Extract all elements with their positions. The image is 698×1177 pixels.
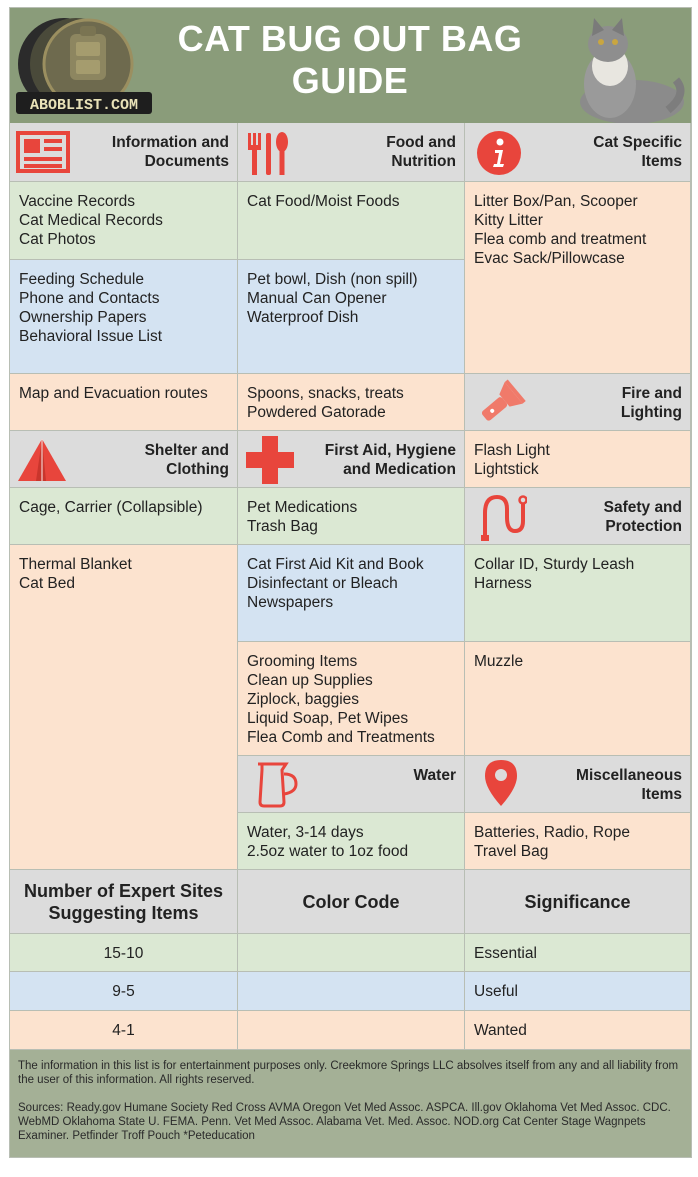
list-item: Flash Light <box>474 442 550 459</box>
cross-icon <box>244 434 296 486</box>
list-item: Evac Sack/Pillowcase <box>474 250 625 267</box>
header-water <box>238 756 465 813</box>
firstaid-useful-items <box>238 545 465 642</box>
firstaid-wanted-items <box>238 642 465 756</box>
header-title-line-1: Shelter and <box>144 442 229 459</box>
list-item: Cat First Aid Kit and Book <box>247 556 424 573</box>
header-title-line-2: Documents <box>144 153 229 170</box>
legend-significance-wanted: Wanted <box>465 1011 691 1050</box>
list-item: Litter Box/Pan, Scooper <box>474 193 638 210</box>
fork-knife-icon <box>244 129 290 177</box>
list-item: Powdered Gatorade <box>247 404 386 421</box>
title-line-1: CAT BUG OUT BAG <box>177 18 523 59</box>
food-essential-items <box>238 182 465 260</box>
list-item: Flea comb and treatment <box>474 231 647 248</box>
legend-header-color-code: Color Code <box>238 870 465 934</box>
water-essential-items <box>238 813 465 870</box>
header-miscellaneous <box>465 756 691 813</box>
info-icon <box>475 129 523 177</box>
shelter-essential-items <box>10 488 238 545</box>
list-item: Cat Food/Moist Foods <box>247 193 400 210</box>
header-shelter-clothing <box>10 431 238 488</box>
cat-photo <box>550 14 690 124</box>
header-title-line-2: Protection <box>605 518 682 535</box>
list-item: Phone and Contacts <box>19 290 160 307</box>
misc-wanted-items <box>465 813 691 870</box>
header-title-line-1: Miscellaneous <box>576 767 682 784</box>
page-title <box>130 18 570 102</box>
list-item: Grooming Items <box>247 653 358 670</box>
header-title-line-2: Nutrition <box>391 153 456 170</box>
header-title-line-2: Items <box>641 786 682 803</box>
list-item: Trash Bag <box>247 518 318 535</box>
shelter-wanted-items <box>10 545 238 870</box>
firstaid-essential-items <box>238 488 465 545</box>
legend-significance-useful: Useful <box>465 972 691 1011</box>
safety-wanted-items <box>465 642 691 756</box>
list-item: Ownership Papers <box>19 309 147 326</box>
header-title-line-1: Cat Specific <box>593 134 682 151</box>
header-information-documents <box>10 123 238 182</box>
tent-icon <box>14 435 70 485</box>
list-item: Batteries, Radio, Rope <box>474 824 630 841</box>
list-item: Liquid Soap, Pet Wipes <box>247 710 409 727</box>
legend-header-significance: Significance <box>465 870 691 934</box>
food-useful-items <box>238 260 465 374</box>
list-item: Cat Medical Records <box>19 212 163 229</box>
header-fire-lighting <box>465 374 691 431</box>
list-item: Waterproof Dish <box>247 309 359 326</box>
list-item: Disinfectant or Bleach <box>247 575 398 592</box>
list-item: Collar ID, Sturdy Leash <box>474 556 635 573</box>
list-item: Vaccine Records <box>19 193 136 210</box>
list-item: Spoons, snacks, treats <box>247 385 404 402</box>
header-title-line-1: Information and <box>111 134 229 151</box>
header-title: Water <box>413 767 456 784</box>
legend-range-useful: 9-5 <box>10 972 238 1011</box>
list-item: Map and Evacuation routes <box>19 385 208 402</box>
list-item: Newspapers <box>247 594 334 611</box>
list-item: Cat Bed <box>19 575 76 592</box>
list-item: Lightstick <box>474 461 539 478</box>
safety-essential-items <box>465 545 691 642</box>
fire-wanted-items <box>465 431 691 488</box>
header-title-line-1: First Aid, Hygiene <box>324 442 456 459</box>
legend-header-expert-sites: Number of Expert Sites Suggesting Items <box>10 870 238 934</box>
leash-icon <box>475 491 527 543</box>
header-title-line-1: Food and <box>386 134 456 151</box>
list-item: Thermal Blanket <box>19 556 132 573</box>
list-item: Cage, Carrier (Collapsible) <box>19 499 203 516</box>
legend-color-swatch-wanted <box>238 1011 465 1050</box>
header-safety-protection <box>465 488 691 545</box>
list-item: Harness <box>474 575 532 592</box>
list-item: Clean up Supplies <box>247 672 373 689</box>
header-food-nutrition <box>238 123 465 182</box>
list-item: Feeding Schedule <box>19 271 144 288</box>
title-line-2: GUIDE <box>291 60 409 101</box>
list-item: Kitty Litter <box>474 212 543 229</box>
info-useful-items <box>10 260 238 374</box>
list-item: Water, 3-14 days <box>247 824 364 841</box>
legend-range-essential: 15-10 <box>10 934 238 972</box>
legend-significance-essential: Essential <box>465 934 691 972</box>
header-title-line-1: Safety and <box>603 499 682 516</box>
map-pin-icon <box>479 758 523 810</box>
header-title-line-1: Fire and <box>621 385 682 402</box>
footer <box>10 1050 691 1157</box>
logo-text: ABOBLIST.COM <box>29 97 139 114</box>
info-essential-items <box>10 182 238 260</box>
sources-text: Sources: Ready.gov Humane Society Red Cross AVMA Oregon Vet Med Assoc. ASPCA. Ill.gov Oklahoma Vet Med Assoc. CDC. WebMD Oklahoma State U. FEMA. Penn. Vet Med Assoc. Alabama Vet. Med. Assoc. NOD.org Cat Center Stage Wagnpets Examiner. Petfinder Troff Pouch *Peteducation <box>18 1102 671 1142</box>
document-icon <box>16 129 72 175</box>
header-title-line-2: Clothing <box>166 461 229 478</box>
list-item: Ziplock, baggies <box>247 691 360 708</box>
legend-range-wanted: 4-1 <box>10 1011 238 1050</box>
pitcher-icon <box>252 758 302 810</box>
list-item: Cat Photos <box>19 231 96 248</box>
list-item: Pet bowl, Dish (non spill) <box>247 271 418 288</box>
list-item: Behavioral Issue List <box>19 328 163 345</box>
header-title-line-2: Lighting <box>620 404 682 421</box>
header-title-line-2: Items <box>641 153 682 170</box>
flashlight-icon <box>473 378 527 428</box>
header-first-aid <box>238 431 465 488</box>
header-title-line-2: and Medication <box>343 461 456 478</box>
list-item: 2.5oz water to 1oz food <box>247 843 409 860</box>
disclaimer-text: The information in this list is for entertainment purposes only. Creekmore Springs LLC absolves itself from any and all liability from the user of this information. All rights reserved. <box>18 1060 679 1086</box>
list-item: Manual Can Opener <box>247 290 387 307</box>
list-item: Flea Comb and Treatments <box>247 729 435 746</box>
header-cat-specific <box>465 123 691 182</box>
list-item: Muzzle <box>474 653 524 670</box>
legend-color-swatch-useful <box>238 972 465 1011</box>
list-item: Pet Medications <box>247 499 358 516</box>
cat-wanted-items <box>465 182 691 374</box>
header-banner <box>10 8 691 123</box>
food-wanted-items <box>238 374 465 431</box>
legend-color-swatch-essential <box>238 934 465 972</box>
info-wanted-items <box>10 374 238 431</box>
list-item: Travel Bag <box>474 843 549 860</box>
